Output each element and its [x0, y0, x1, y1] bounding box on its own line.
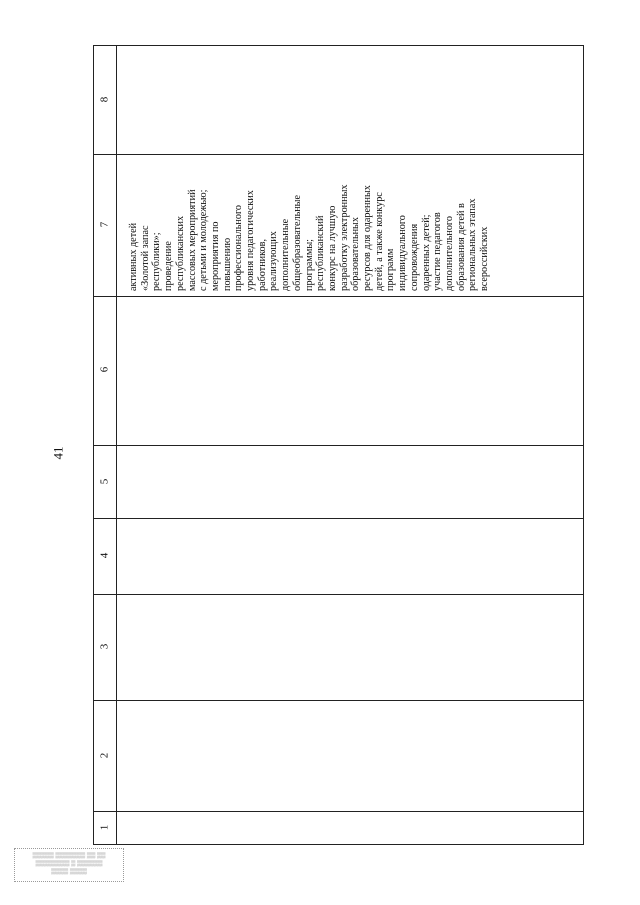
cell-line: региональных этапах [467, 198, 479, 291]
cell-line: программы; [303, 238, 315, 291]
column-number-8: 8 [98, 96, 111, 103]
cell-line: республики»; [151, 232, 163, 291]
column-number-2: 2 [98, 752, 111, 759]
cell-line: проведение [163, 241, 175, 291]
column-divider-7-6 [94, 296, 583, 297]
cell-line: дополнительные [280, 218, 292, 291]
column-divider-3-2 [94, 700, 583, 701]
column-divider-2-1 [94, 811, 583, 812]
cell-line: конкурс на лучшую [326, 205, 338, 291]
cell-line: работников, [256, 239, 268, 291]
cell-line: повышению [221, 237, 233, 291]
cell-line: республиканский [315, 215, 327, 291]
column-number-3: 3 [98, 643, 111, 650]
cell-line: профессионального [233, 205, 245, 291]
stamp-line: ▒▒▒▒▒ ▒▒▒▒▒▒▒ ▒▒ ▒▒ [32, 853, 106, 859]
cell-line: общеобразовательные [291, 194, 303, 291]
column-divider-5-4 [94, 518, 583, 519]
column-number-5: 5 [98, 478, 111, 485]
column-number-4: 4 [98, 552, 111, 559]
cell-line: реализующих [268, 231, 280, 291]
column-number-1: 1 [98, 824, 111, 831]
cell-line: детей, а также конкурс [373, 192, 385, 291]
stamp-line: ▒▒▒▒▒▒▒▒ ▒ ▒▒▒▒▒▒ [35, 861, 103, 867]
cell-line: мероприятия по [209, 221, 221, 291]
column-divider-6-5 [94, 445, 583, 446]
cell-line: массовых мероприятий [186, 189, 198, 291]
page-number: 41 [50, 446, 66, 460]
cell-line: ресурсов для одаренных [362, 185, 374, 291]
column-7-cell-text [128, 147, 491, 291]
cell-line: всероссийских [479, 226, 491, 291]
cell-line: одаренных детей; [420, 214, 432, 291]
stamp-line: ▒▒▒▒ ▒▒▒▒ [51, 869, 87, 875]
signature-stamp [14, 848, 124, 882]
cell-line: уровня педагогических [245, 190, 257, 291]
column-number-6: 6 [98, 366, 111, 373]
cell-line: сопровождения [408, 223, 420, 291]
cell-line: активных детей [128, 222, 139, 291]
cell-line: индивидуального [397, 215, 409, 291]
cell-line: участие педагогов [432, 212, 444, 291]
cell-line: образовательных [350, 217, 362, 291]
cell-line: образования детей в [455, 203, 467, 291]
column-divider-4-3 [94, 594, 583, 595]
cell-line: «Золотой запас [139, 225, 151, 291]
header-separator [116, 46, 117, 844]
cell-line: разработку электронных [338, 184, 350, 291]
cell-line: с детьми и молодежью; [198, 189, 210, 291]
cell-line: республиканских [174, 215, 186, 291]
column-number-7: 7 [98, 221, 111, 228]
cell-line: дополнительного [443, 216, 455, 291]
cell-line: программ [385, 248, 397, 291]
